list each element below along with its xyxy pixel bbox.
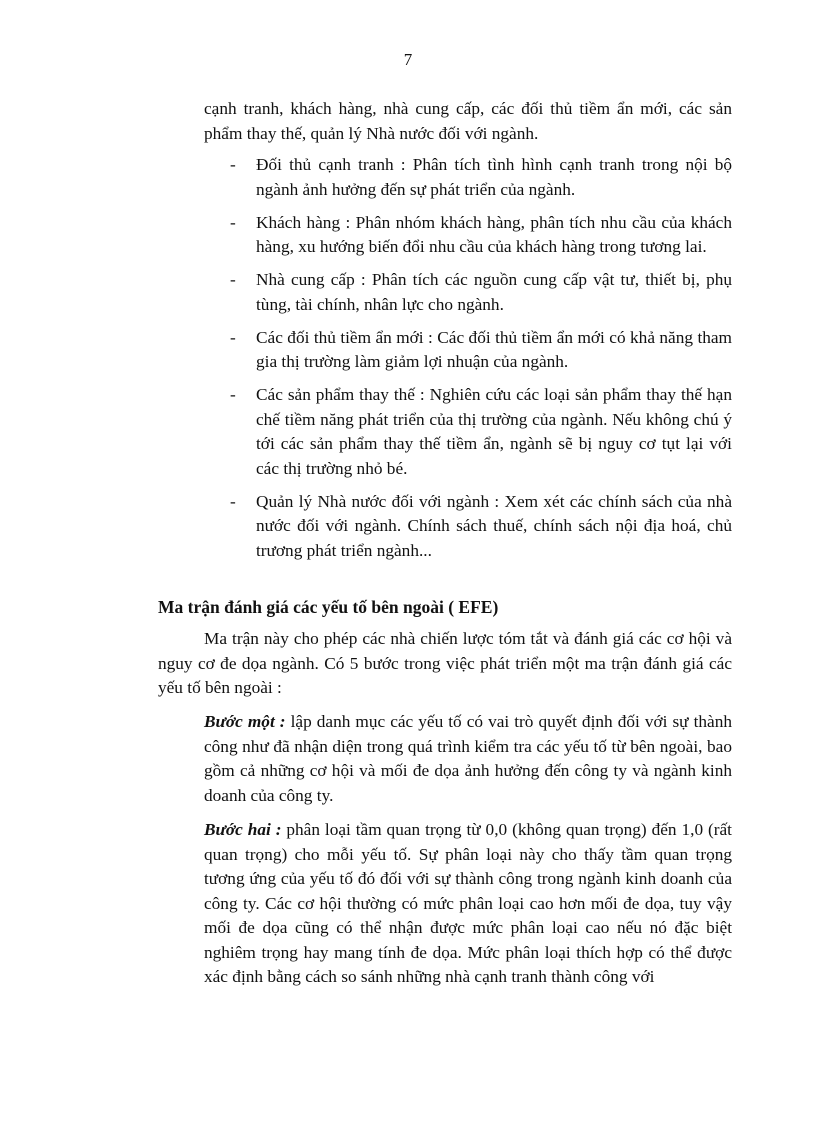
bullet-dash: - <box>230 155 236 174</box>
list-item <box>230 153 732 202</box>
bullet-dash: - <box>230 270 236 289</box>
list-item-text: Quản lý Nhà nước đối với ngành : Xem xét các chính sách của nhà nước đối với ngành. Chính sách thuế, chính sách nội địa hoá, chủ trương phát triển ngành... <box>256 491 732 560</box>
step-text: lập danh mục các yếu tố có vai trò quyết định đối với sự thành công như đã nhận diện trong quá trình kiểm tra các yếu tố từ bên ngoài, bao gồm cả những cơ hội và mối đe dọa ảnh hưởng đến công ty và ngành kinh doanh của công ty. <box>204 712 732 805</box>
list-item <box>230 326 732 375</box>
bullet-dash: - <box>230 385 236 404</box>
step-label: Bước hai : <box>204 820 282 839</box>
list-item-text: Đối thủ cạnh tranh : Phân tích tình hình cạnh tranh trong nội bộ ngành ảnh hưởng đến sự phát triển của ngành. <box>256 155 732 199</box>
intro-paragraph: cạnh tranh, khách hàng, nhà cung cấp, các đối thủ tiềm ẩn mới, các sản phẩm thay thế, quản lý Nhà nước đối với ngành. <box>204 99 732 143</box>
list-item <box>230 490 732 564</box>
list-item <box>230 383 732 481</box>
section-heading: Ma trận đánh giá các yếu tố bên ngoài ( EFE) <box>158 597 499 617</box>
list-item-text: Khách hàng : Phân nhóm khách hàng, phân tích nhu cầu của khách hàng, xu hướng biến đổi nhu cầu của khách hàng trong tương lai. <box>256 212 732 256</box>
body-paragraph: Ma trận này cho phép các nhà chiến lược tóm tắt và đánh giá các cơ hội và nguy cơ đe dọa ngành. Có 5 bước trong việc phát triển một ma trận đánh giá các yếu tố bên ngoài : <box>158 629 732 697</box>
bullet-dash: - <box>230 212 236 232</box>
steps-section <box>204 710 732 1000</box>
list-item <box>230 268 732 317</box>
list-item-text: Nhà cung cấp : Phân tích các nguồn cung cấp vật tư, thiết bị, phụ tùng, tài chính, nhân lực cho ngành. <box>256 270 732 314</box>
step-label: Bước một : <box>204 712 286 731</box>
bullet-dash: - <box>230 491 236 511</box>
page-number: 7 <box>403 50 413 69</box>
bullet-list <box>230 153 732 572</box>
list-item-text: Các đối thủ tiềm ẩn mới : Các đối thủ tiềm ẩn mới có khả năng tham gia thị trường làm giảm lợi nhuận của ngành. <box>256 327 732 371</box>
bullet-dash: - <box>230 327 236 347</box>
step-paragraph <box>204 710 732 808</box>
step-text: phân loại tầm quan trọng từ 0,0 (không quan trọng) đến 1,0 (rất quan trọng) cho mỗi yếu tố. Sự phân loại này cho thấy tầm quan trọng tương ứng của yếu tố đó đối với sự thành công trong ngành kinh doanh của công ty. Các cơ hội thường có mức phân loại cao hơn mối đe dọa, tuy vậy mối đe dọa cũng có thể nhận được mức phân loại cao nếu nó đặc biệt nghiêm trọng hay mang tính đe dọa. Mức phân loại thích hợp có thể được xác định bằng cách so sánh những nhà cạnh tranh thành công với <box>204 820 732 986</box>
step-paragraph <box>204 818 732 990</box>
list-item <box>230 211 732 260</box>
list-item-text: Các sản phẩm thay thế : Nghiên cứu các loại sản phẩm thay thế hạn chế tiềm năng phát triển của thị trường của ngành. Nếu không chú ý tới các sản phẩm thay thế tiềm ẩn, ngành sẽ bị nguy cơ tụt lại với các thị trường nhỏ bé. <box>256 385 732 478</box>
